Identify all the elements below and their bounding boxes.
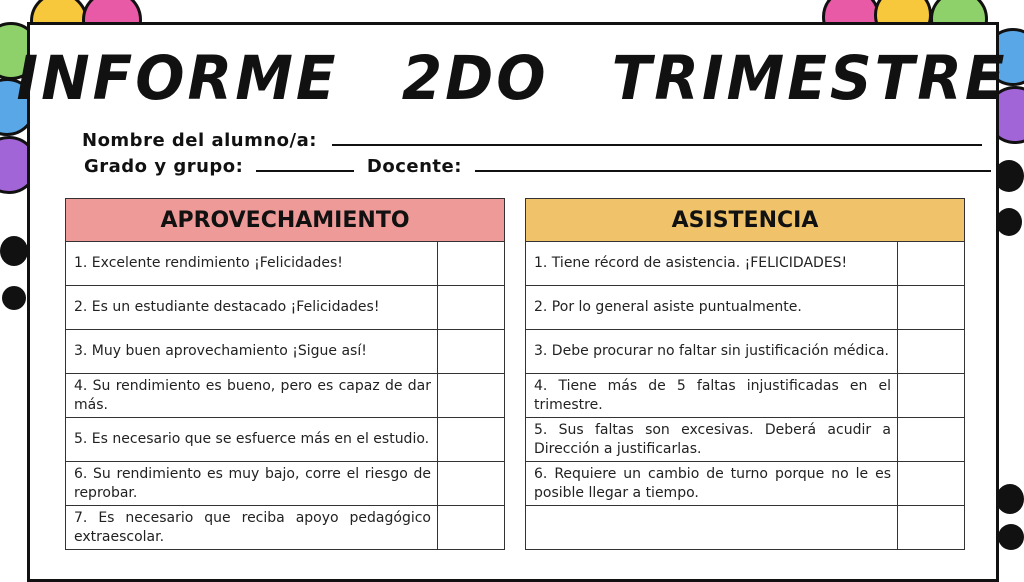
aprovechamiento-header xyxy=(65,198,505,242)
check-box[interactable] xyxy=(897,242,964,285)
row-text: 3. Muy buen aprovechamiento ¡Sigue así! xyxy=(74,343,367,359)
table-row xyxy=(526,506,964,550)
grade-group-label: Grado y grupo: xyxy=(84,156,244,177)
table-row xyxy=(66,506,504,550)
table-row xyxy=(66,330,504,374)
aprovechamiento-header-label: APROVECHAMIENTO xyxy=(160,207,410,233)
check-box[interactable] xyxy=(897,506,964,549)
table-row xyxy=(66,462,504,506)
row-text: 3. Debe procurar no faltar sin justificación médica. xyxy=(534,343,889,359)
table-row xyxy=(526,374,964,418)
row-text: 5. Es necesario que se esfuerce más en el estudio. xyxy=(74,431,430,447)
row-text: 1. Excelente rendimiento ¡Felicidades! xyxy=(74,255,343,271)
check-box[interactable] xyxy=(897,374,964,417)
table-row xyxy=(66,418,504,462)
decor-dot xyxy=(996,208,1022,236)
check-box[interactable] xyxy=(437,330,504,373)
asistencia-table xyxy=(525,198,965,550)
check-box[interactable] xyxy=(437,242,504,285)
decor-dot xyxy=(2,286,26,310)
teacher-field[interactable] xyxy=(475,156,991,172)
check-box[interactable] xyxy=(437,506,504,549)
table-row xyxy=(66,374,504,418)
check-box[interactable] xyxy=(897,462,964,505)
row-text: 5. Sus faltas son excesivas. Deberá acudir a Dirección a justificarlas. xyxy=(534,421,891,457)
table-row xyxy=(66,242,504,286)
teacher-label: Docente: xyxy=(366,156,462,177)
check-box[interactable] xyxy=(437,418,504,461)
decor-dot xyxy=(996,484,1024,514)
row-text: 4. Tiene más de 5 faltas injustificadas en el trimestre. xyxy=(534,377,891,413)
table-row xyxy=(66,286,504,330)
row-text xyxy=(526,506,897,549)
row-text: 1. Tiene récord de asistencia. ¡FELICIDADES! xyxy=(534,255,848,271)
table-row xyxy=(526,462,964,506)
grade-group-field[interactable] xyxy=(256,156,354,172)
row-text: 6. Requiere un cambio de turno porque no le es posible llegar a tiempo. xyxy=(534,465,891,501)
student-name-field[interactable] xyxy=(332,130,982,146)
decor-dot xyxy=(0,236,28,266)
asistencia-header xyxy=(525,198,965,242)
table-row xyxy=(526,330,964,374)
student-name-label: Nombre del alumno/a: xyxy=(82,130,317,151)
row-text: 6. Su rendimiento es muy bajo, corre el riesgo de reprobar. xyxy=(74,465,431,501)
grade-teacher-line xyxy=(84,156,991,177)
table-row xyxy=(526,286,964,330)
student-name-line xyxy=(82,130,982,151)
table-row xyxy=(526,242,964,286)
check-box[interactable] xyxy=(897,286,964,329)
check-box[interactable] xyxy=(437,462,504,505)
page-title: INFORME 2DO TRIMESTRE xyxy=(16,42,1008,114)
check-box[interactable] xyxy=(437,286,504,329)
row-text: 2. Es un estudiante destacado ¡Felicidades! xyxy=(74,299,380,315)
table-row xyxy=(526,418,964,462)
check-box[interactable] xyxy=(897,330,964,373)
decor-dot xyxy=(998,524,1024,550)
aprovechamiento-table xyxy=(65,198,505,550)
asistencia-header-label: ASISTENCIA xyxy=(671,207,819,233)
row-text: 2. Por lo general asiste puntualmente. xyxy=(534,299,802,315)
check-box[interactable] xyxy=(437,374,504,417)
check-box[interactable] xyxy=(897,418,964,461)
row-text: 7. Es necesario que reciba apoyo pedagógico extraescolar. xyxy=(74,509,431,545)
row-text: 4. Su rendimiento es bueno, pero es capaz de dar más. xyxy=(74,377,431,413)
